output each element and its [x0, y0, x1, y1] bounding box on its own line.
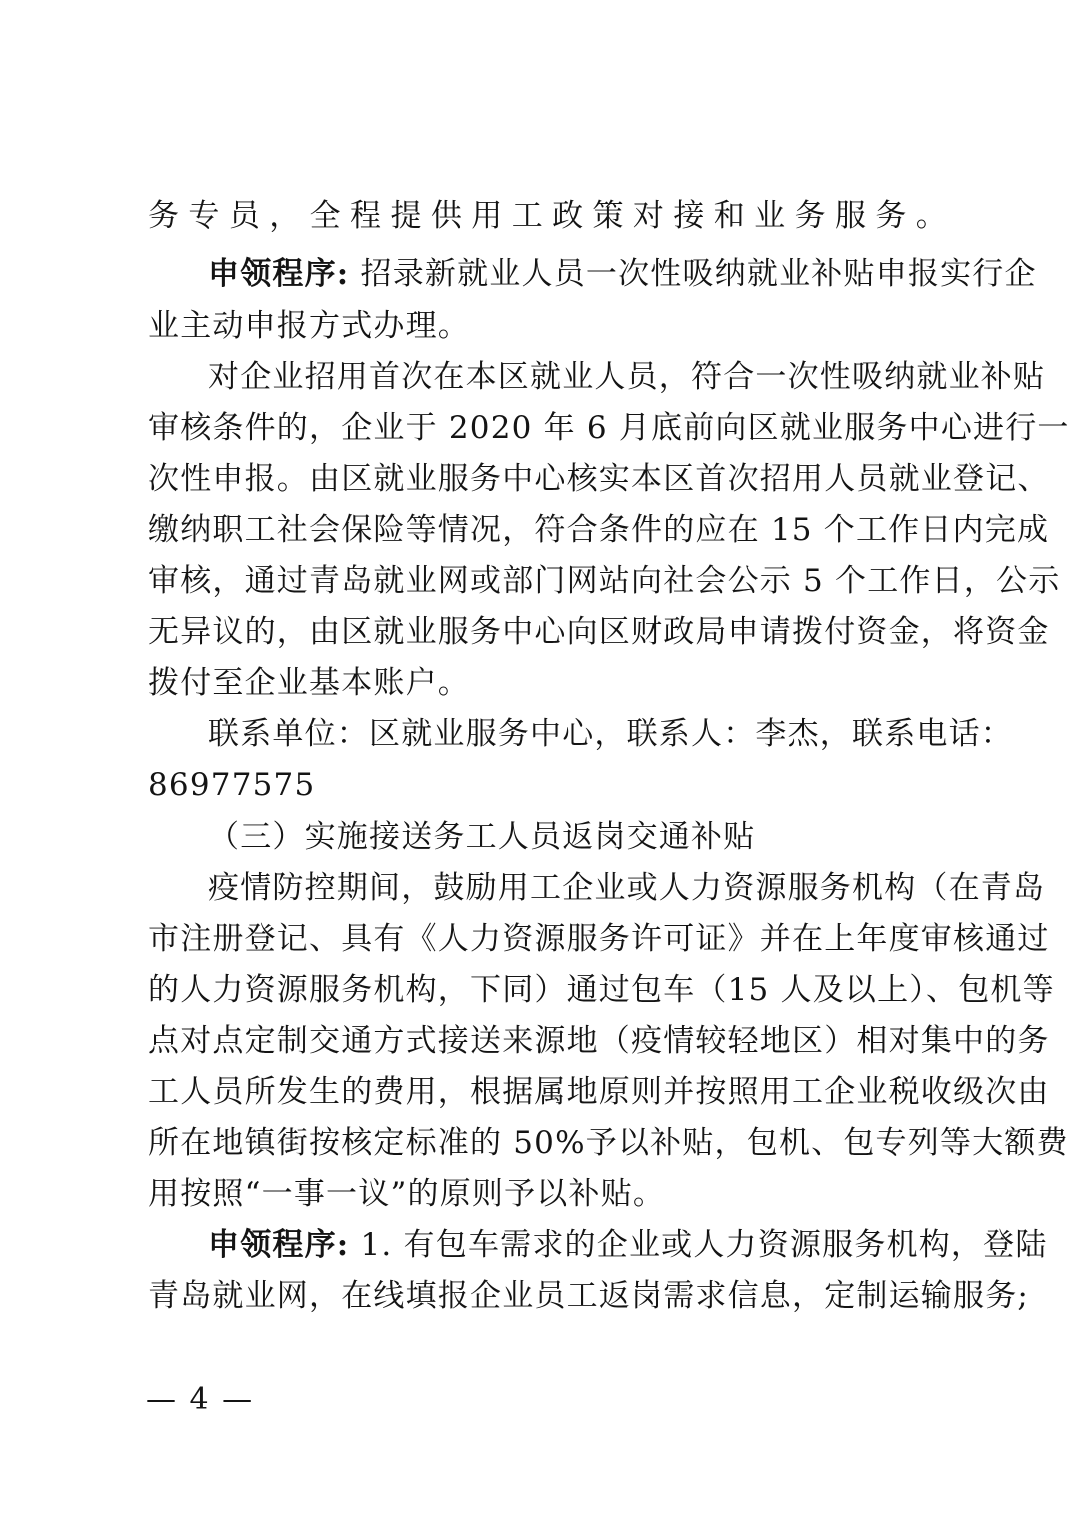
- line-text: 市注册登记、具有《人力资源服务许可证》并在上年度审核通过: [148, 921, 1050, 957]
- line-text: 缴纳职工社会保险等情况，符合条件的应在 15 个工作日内完成: [148, 512, 1050, 548]
- page-number: — 4 —: [146, 1382, 255, 1417]
- paragraph-line-9: [148, 612, 1050, 652]
- line-text: 业主动申报方式办理。: [148, 308, 470, 344]
- line-text: 1. 有包车需求的企业或人力资源服务机构，登陆: [349, 1227, 1048, 1263]
- line-text: 拨付至企业基本账户。: [148, 665, 470, 701]
- paragraph-line-15: [148, 919, 1050, 959]
- contact-phone: 86977575: [148, 767, 316, 803]
- contact-info: 联系单位：区就业服务中心，联系人：李杰，联系电话：: [208, 716, 1013, 752]
- procedure-label: 申领程序:: [208, 1227, 350, 1263]
- paragraph-line-4: [208, 357, 1046, 397]
- line-text: 次性申报。由区就业服务中心核实本区首次招用人员就业登记、: [148, 461, 1050, 497]
- paragraph-line-18: [148, 1072, 1050, 1112]
- paragraph-line-10: [148, 663, 948, 703]
- paragraph-line-22: [148, 1276, 1030, 1316]
- line-text: 青岛就业网，在线填报企业员工返岗需求信息，定制运输服务;: [148, 1278, 1030, 1314]
- paragraph-line-6: [148, 459, 1050, 499]
- line-text: 务专员，全程提供用工政策对接和业务服务。: [148, 198, 948, 234]
- section-heading: [208, 817, 948, 857]
- paragraph-line-19: [148, 1123, 1069, 1163]
- paragraph-line-17: [148, 1021, 1050, 1061]
- paragraph-line-14: [208, 868, 1046, 908]
- line-text: 的人力资源服务机构，下同）通过包车（15 人及以上）、包机等: [148, 972, 1055, 1008]
- line-text: 审核，通过青岛就业网或部门网站向社会公示 5 个工作日，公示: [148, 563, 1061, 599]
- line-text: 工人员所发生的费用，根据属地原则并按照用工企业税收级次由: [148, 1074, 1050, 1110]
- line-text: 招录新就业人员一次性吸纳就业补贴申报实行企: [349, 256, 1037, 292]
- paragraph-line-5: [148, 408, 1070, 448]
- line-text: 疫情防控期间，鼓励用工企业或人力资源服务机构（在青岛: [208, 870, 1046, 906]
- procedure-label: 申领程序:: [208, 256, 350, 292]
- paragraph-line-8: [148, 561, 1061, 601]
- line-text: 对企业招用首次在本区就业人员，符合一次性吸纳就业补贴: [208, 359, 1046, 395]
- paragraph-line-16: [148, 970, 1055, 1010]
- line-text: 所在地镇街按核定标准的 50%予以补贴，包机、包专列等大额费: [148, 1125, 1069, 1161]
- contact-phone-line: [148, 765, 948, 805]
- line-text: 无异议的，由区就业服务中心向区财政局申请拨付资金，将资金: [148, 614, 1050, 650]
- paragraph-line-20: [148, 1174, 948, 1214]
- contact-line: [208, 714, 1013, 754]
- paragraph-line-21: [208, 1225, 1048, 1265]
- line-text: 点对点定制交通方式接送来源地（疫情较轻地区）相对集中的务: [148, 1023, 1050, 1059]
- paragraph-line-2: [208, 254, 1037, 294]
- section-title: （三）实施接送务工人员返岗交通补贴: [208, 819, 756, 855]
- paragraph-line-3: [148, 306, 948, 346]
- line-text: 审核条件的，企业于 2020 年 6 月底前向区就业服务中心进行一: [148, 410, 1070, 446]
- paragraph-line-1: [148, 196, 948, 236]
- paragraph-line-7: [148, 510, 1050, 550]
- line-text: 用按照“一事一议”的原则予以补贴。: [148, 1176, 666, 1212]
